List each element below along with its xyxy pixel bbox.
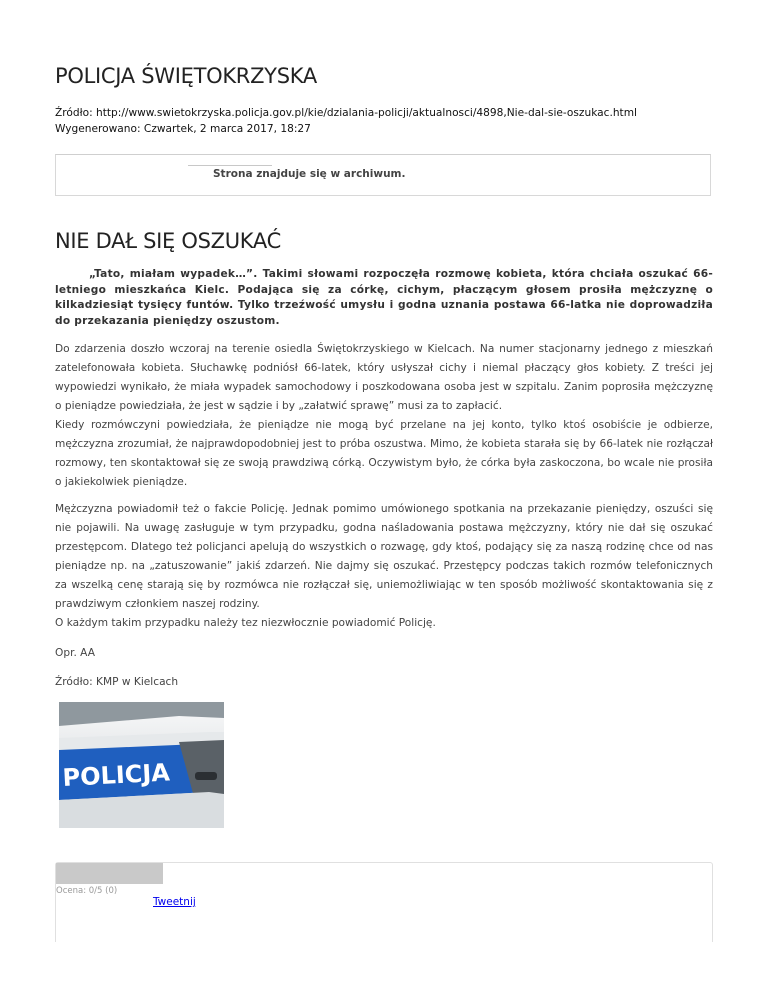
source-note: Źródło: KMP w Kielcach — [55, 676, 179, 688]
article-paragraph: Mężczyzna powiadomił też o fakcie Policję. Jednak pomimo umówionego spotkania na przekazanie pieniędzy, oszuści się nie pojawili. Na uwagę zasługuje w tym przypadku, godna naśladowania postawa mężczyzny, który nie dał się oszukać przestępcom. Dlatego też policjanci apelują do wszystkich o rozwagę, gdy ktoś, podający się za naszą rodzinę chce od nas pieniądze np. na „zatuszowanie” jakiś zdarzeń. Nie dajmy się oszukać. Przestępcy podczas takich rozmów telefonicznych za wszelką cenę starają się by rozmówca nie rozłączał się, uniemożliwiając w ten sposób możliwość skontaktowania się z prawdziwym członkiem naszej rodziny. — [55, 503, 713, 610]
tweet-link[interactable]: Tweetnij — [153, 896, 196, 908]
divider — [188, 165, 272, 166]
rating-box — [55, 862, 713, 942]
site-title: POLICJA ŚWIĘTOKRZYSKA — [55, 64, 317, 88]
article-paragraph: Do zdarzenia doszło wczoraj na terenie osiedla Świętokrzyskiego w Kielcach. Na numer stacjonarny jednego z mieszkań zatelefonowała kobieta. Słuchawkę podniósł 66-latek, który usłyszał cichy i niemal płaczący głos kobiety. Z treści jej wypowiedzi wynikało, że miała wypadek samochodowy i poszkodowana osoba jest w szpitalu. Zanim poprosiła mężczyznę o pieniądze powiedziała, że jest w sądzie i by „załatwić sprawę” musi za to zapłacić. — [55, 343, 713, 412]
source-line: Źródło: http://www.swietokrzyska.policja.gov.pl/kie/dzialania-policji/aktualnosci/4898,Nie-dal-sie-oszukac.html — [55, 107, 637, 119]
archive-notice: Strona znajduje się w archiwum. — [213, 168, 406, 180]
article-paragraph: Kiedy rozmówczyni powiedziała, że pieniądze nie mogą być przelane na jej konto, tylko ktoś osobiście je odbierze, mężczyzna zrozumiał, że najprawdopodobniej jest to próba oszustwa. Mimo, że kobieta starała się by 66-latek nie rozłączał rozmowy, ten skontaktował się ze swoją prawdziwą córką. Oczywistym było, że córka była zaskoczona, bo wcale nie prosiła o jakiekolwiek pieniądze. — [55, 419, 713, 488]
article-paragraph: O każdym takim przypadku należy tez niezwłocznie powiadomić Policję. — [55, 617, 436, 629]
police-car-image — [59, 702, 224, 828]
police-car-photo — [59, 702, 224, 828]
article-lead: „Tato, miałam wypadek…”. Takimi słowami rozpoczęła rozmowę kobieta, która chciała oszukać 66-letniego mieszkańca Kielc. Podająca się za córkę, cichym, płaczącym głosem prosiła mężczyznę o kilkadziesiąt tysięcy funtów. Tylko trzeźwość umysłu i godna uznania postawa 66-latka nie doprowadziła do przekazania pieniędzy oszustom. — [55, 268, 713, 328]
meta-info — [55, 106, 637, 137]
archive-notice-box — [55, 154, 711, 196]
generated-line: Wygenerowano: Czwartek, 2 marca 2017, 18:27 — [55, 122, 311, 135]
rating-text: Ocena: 0/5 (0) — [56, 886, 118, 896]
author-note: Opr. AA — [55, 647, 95, 659]
police-text: POLICJA — [61, 758, 171, 792]
article-title: NIE DAŁ SIĘ OSZUKAĆ — [55, 229, 281, 253]
rating-stars-bar[interactable] — [56, 863, 163, 884]
